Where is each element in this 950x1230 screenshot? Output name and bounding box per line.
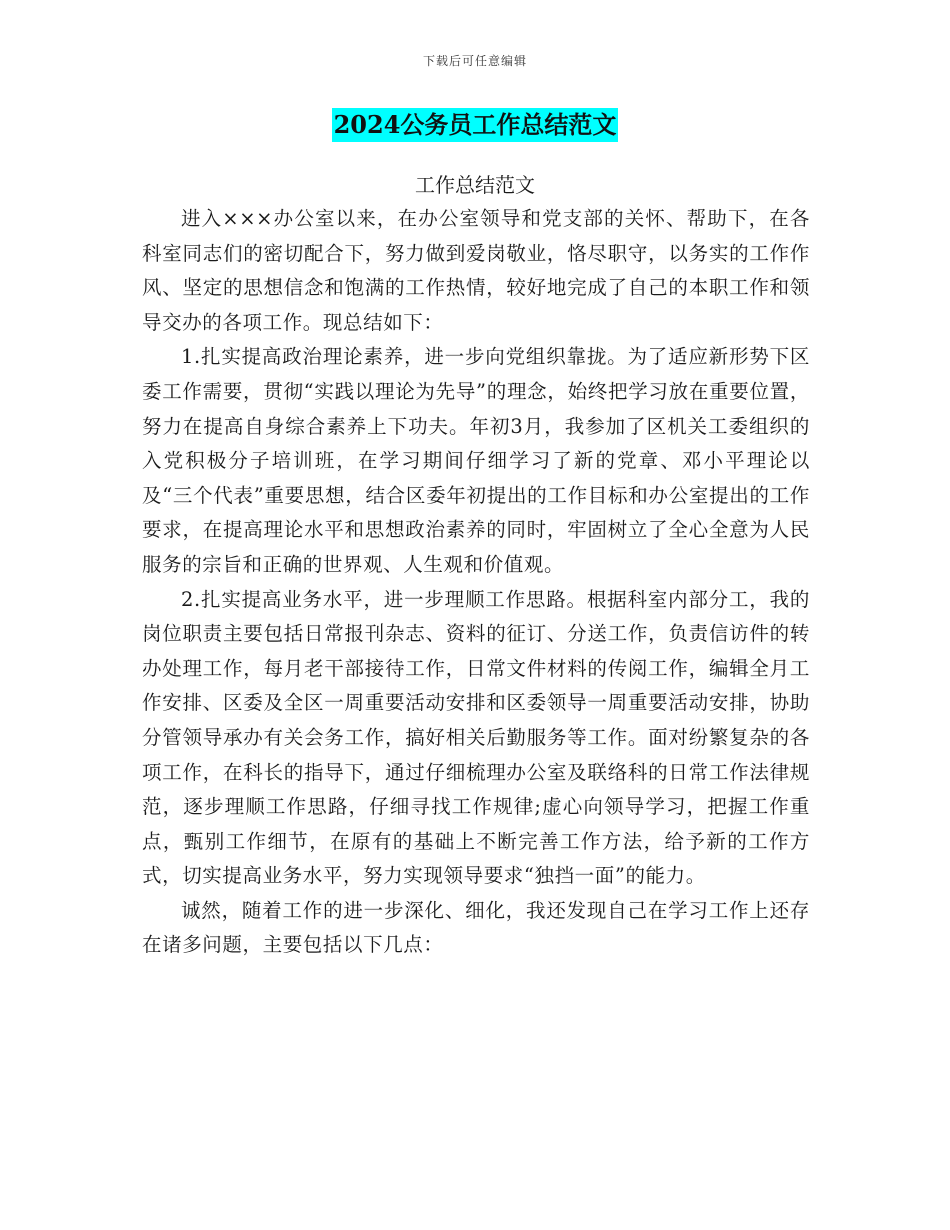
document-subtitle: 工作总结范文: [415, 173, 535, 197]
paragraph-intro: 进入×××办公室以来，在办公室领导和党支部的关怀、帮助下，在各科室同志们的密切配合下，努力做到爱岗敬业，恪尽职守，以务实的工作作风、坚定的思想信念和饱满的工作热情，较好地完成了自己的本职工作和领导交办的各项工作。现总结如下：: [142, 207, 810, 334]
document-title: 2024公务员工作总结范文: [332, 108, 619, 142]
paragraph-political-theory: 1.扎实提高政治理论素养，进一步向党组织靠拢。为了适应新形势下区委工作需要，贯彻“实践以理论为先导”的理念，始终把学习放在重要位置，努力在提高自身综合素养上下功夫。年初3月，我参加了区机关工委组织的入党积极分子培训班，在学习期间仔细学习了新的党章、邓小平理论以及“三个代表”重要思想，结合区委年初提出的工作目标和办公室提出的工作要求，在提高理论水平和思想政治素养的同时，牢固树立了全心全意为人民服务的宗旨和正确的世界观、人生观和价值观。: [142, 345, 810, 576]
title-container: [0, 108, 950, 142]
paragraph-business-level: 2.扎实提高业务水平，进一步理顺工作思路。根据科室内部分工，我的岗位职责主要包括日常报刊杂志、资料的征订、分送工作，负责信访件的转办处理工作，每月老干部接待工作，日常文件材料的传阅工作，编辑全月工作安排、区委及全区一周重要活动安排和区委领导一周重要活动安排，协助分管领导承办有关会务工作，搞好相关后勤服务等工作。面对纷繁复杂的各项工作，在科长的指导下，通过仔细梳理办公室及联络科的日常工作法律规范，逐步理顺工作思路，仔细寻找工作规律;虚心向领导学习，把握工作重点，甄别工作细节，在原有的基础上不断完善工作方法，给予新的工作方式，切实提高业务水平，努力实现领导要求“独挡一面”的能力。: [142, 587, 810, 888]
paragraph-problems: 诚然，随着工作的进一步深化、细化，我还发现自己在学习工作上还存在诸多问题，主要包括以下几点：: [142, 898, 810, 957]
document-body: [142, 202, 810, 963]
header-note: 下载后可任意编辑: [422, 54, 527, 68]
